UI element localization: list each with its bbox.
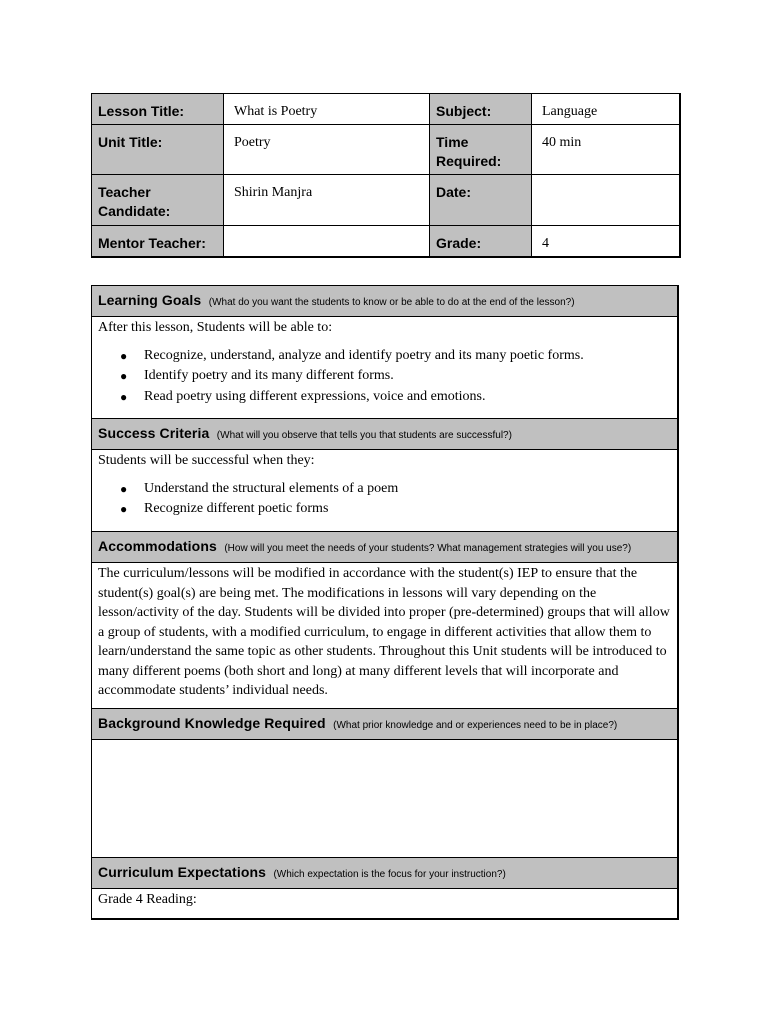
bullet-icon: ● [120,502,128,516]
mentor-teacher-label: Mentor Teacher: [92,226,224,258]
background-knowledge-body-row [92,740,679,858]
success-criteria-body-row [92,450,679,532]
background-knowledge-body [92,740,679,858]
curriculum-expectations-header [92,858,679,889]
background-knowledge-question: (What prior knowledge and or experiences need to be in place?) [333,720,618,731]
curriculum-expectations-header-row [92,858,679,889]
subject-label: Subject: [430,94,532,125]
list-item [120,387,671,408]
list-item-text: Identify poetry and its many different forms. [144,368,394,383]
success-criteria-header-row [92,419,679,450]
background-knowledge-header-row [92,709,679,740]
list-item-text: Recognize different poetic forms [144,501,329,516]
learning-goals-body-row [92,317,679,419]
teacher-candidate-row [92,175,680,226]
success-criteria-list [98,479,671,520]
teacher-candidate-value: Shirin Manjra [224,175,430,226]
date-value [532,175,680,226]
mentor-teacher-value [224,226,430,258]
unit-title-label: Unit Title: [92,125,224,175]
curriculum-expectations-body-row [92,889,679,920]
list-item-text: Read poetry using different expressions, voice and emotions. [144,388,486,404]
bullet-icon: ● [120,348,128,363]
lesson-sections-table [91,285,679,920]
time-required-value: 40 min [532,125,680,175]
curriculum-expectations-text: Grade 4 Reading: [98,892,197,907]
bullet-icon: ● [120,389,128,404]
background-knowledge-title: Background Knowledge Required [98,715,326,731]
learning-goals-list [98,346,671,408]
lesson-info-table [91,93,681,258]
accommodations-question: (How will you meet the needs of your students? What management strategies will you use?) [224,543,632,554]
list-item [120,479,671,500]
grade-label: Grade: [430,226,532,258]
learning-goals-question: (What do you want the students to know or be able to do at the end of the lesson?) [208,297,575,308]
list-item-text: Recognize, understand, analyze and identify poetry and its many poetic forms. [144,347,584,363]
bullet-icon: ● [120,481,128,496]
background-knowledge-header [92,709,679,740]
success-criteria-intro: Students will be successful when they: [98,453,315,468]
time-required-label: Time Required: [430,125,532,175]
subject-value: Language [532,94,680,125]
success-criteria-question: (What will you observe that tells you that students are successful?) [216,430,512,441]
learning-goals-header [92,286,679,317]
mentor-teacher-row [92,226,680,258]
success-criteria-header [92,419,679,450]
teacher-candidate-label: Teacher Candidate: [92,175,224,226]
grade-value: 4 [532,226,680,258]
success-criteria-body [92,450,679,532]
date-label: Date: [430,175,532,226]
list-item [120,499,671,520]
lesson-title-row [92,94,680,125]
bullet-icon: ● [120,369,128,383]
accommodations-header [92,532,679,563]
learning-goals-title: Learning Goals [98,292,202,308]
unit-title-row [92,125,680,175]
lesson-title-label: Lesson Title: [92,94,224,125]
list-item-text: Understand the structural elements of a poem [144,480,399,496]
accommodations-title: Accommodations [98,538,217,554]
accommodations-body-row [92,563,679,709]
curriculum-expectations-body [92,889,679,920]
accommodations-header-row [92,532,679,563]
lesson-title-value: What is Poetry [224,94,430,125]
accommodations-body [92,563,679,709]
curriculum-expectations-title: Curriculum Expectations [98,864,267,880]
success-criteria-title: Success Criteria [98,425,210,441]
curriculum-expectations-question: (Which expectation is the focus for your instruction?) [273,869,506,880]
unit-title-value: Poetry [224,125,430,175]
learning-goals-body [92,317,679,419]
learning-goals-intro: After this lesson, Students will be able to: [98,320,333,335]
accommodations-text: The curriculum/lessons will be modified in accordance with the student(s) IEP to ensure that the student(s) goal(s) are being met. The modifications in lessons will vary depending on the lesson/activity of the day. Students will be divided into proper (pre-determined) groups that will allow a group of students, with a modified curriculum, to engage in different activities that allow them to learn/understand the same topic as other students. Throughout this Unit students will be introduced to many different poems (both short and long) at many different levels that will incorporate and accommodate students’ individual needs. [98,566,670,698]
list-item [120,346,671,367]
list-item [120,366,671,387]
learning-goals-header-row [92,286,679,317]
